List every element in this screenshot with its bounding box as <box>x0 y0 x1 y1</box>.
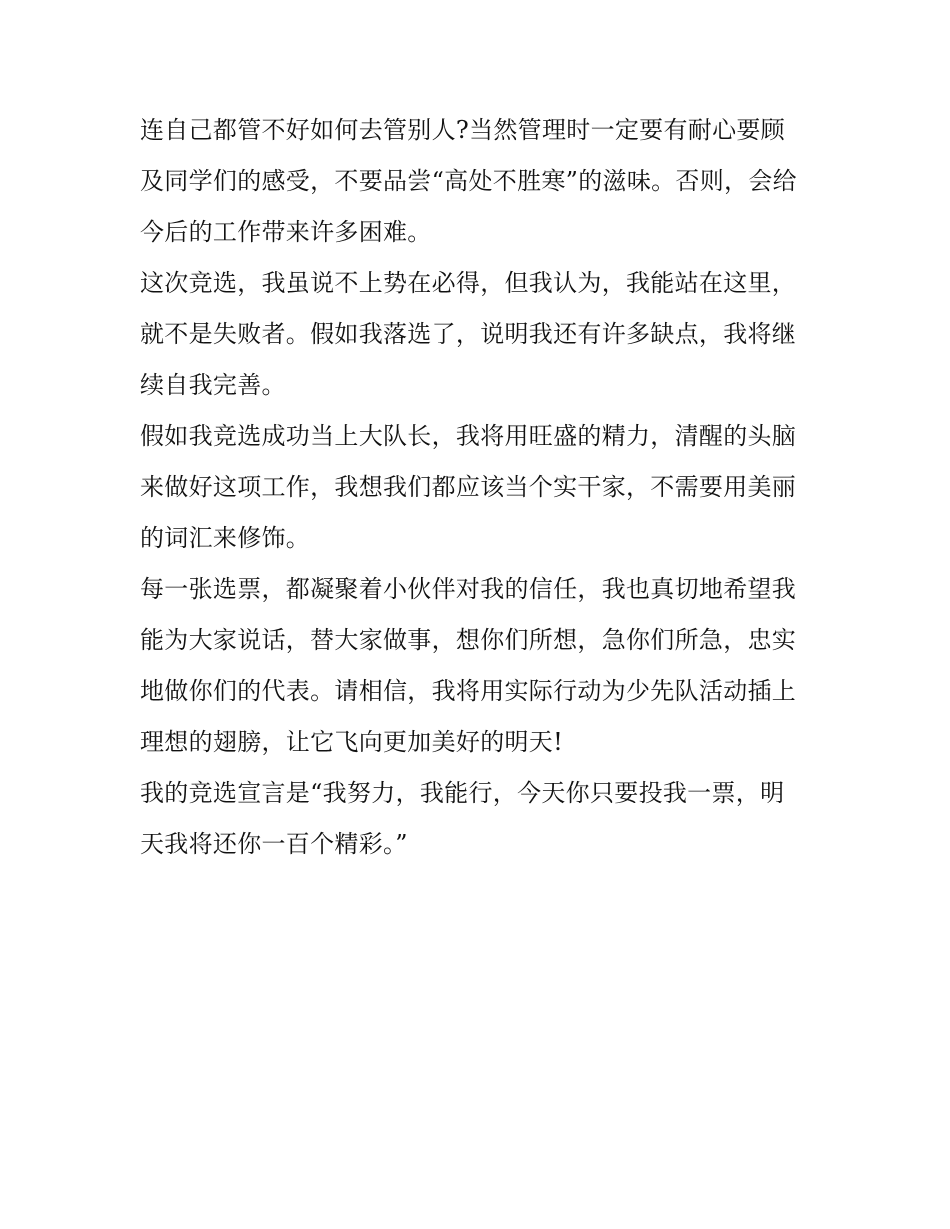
document-body <box>140 105 820 870</box>
text-line: 天我将还你一百个精彩。” <box>140 830 408 858</box>
text-line: 来做好这项工作，我想我们都应该当个实干家，不需要用美丽 <box>140 473 797 501</box>
text-line: 理想的翅膀，让它飞向更加美好的明天! <box>140 728 564 756</box>
text-line: 及同学们的感受，不要品尝“高处不胜寒”的滋味。否则，会给 <box>140 167 797 195</box>
text-line: 连自己都管不好如何去管别人?当然管理时一定要有耐心要顾 <box>140 116 785 144</box>
text-line: 我的竞选宣言是“我努力，我能行，今天你只要投我一票，明 <box>140 779 785 807</box>
text-line: 今后的工作带来许多困难。 <box>140 218 432 246</box>
text-line: 能为大家说话，替大家做事，想你们所想，急你们所急，忠实 <box>140 626 797 654</box>
text-line: 假如我竞选成功当上大队长，我将用旺盛的精力，清醒的头脑 <box>140 422 797 450</box>
text-line: 续自我完善。 <box>140 371 286 399</box>
text-line: 的词汇来修饰。 <box>140 524 311 552</box>
text-line: 每一张选票，都凝聚着小伙伴对我的信任，我也真切地希望我 <box>140 575 797 603</box>
text-line: 地做你们的代表。请相信，我将用实际行动为少先队活动插上 <box>140 677 797 705</box>
text-line: 就不是失败者。假如我落选了，说明我还有许多缺点，我将继 <box>140 320 797 348</box>
text-line: 这次竞选，我虽说不上势在必得，但我认为，我能站在这里， <box>140 269 797 297</box>
